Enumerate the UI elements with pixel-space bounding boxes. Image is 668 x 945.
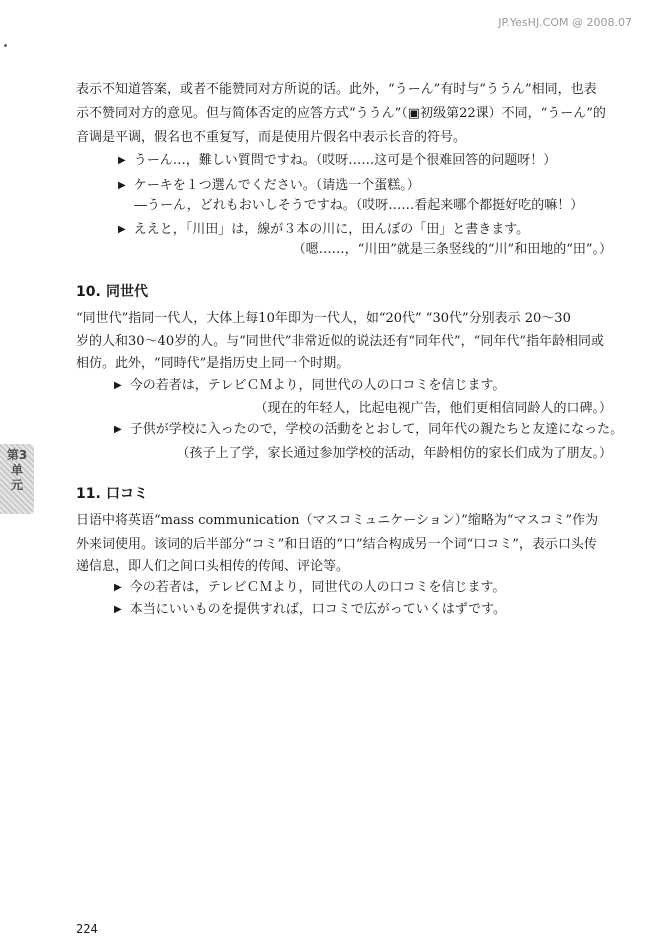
example-translation: （嗯……，“川田”就是三条竖线的“川”和田地的“田”。） — [292, 242, 612, 257]
example-text: 子供が学校に入ったので，学校の活動をとおして，同年代の親たちと友達になった。 — [129, 422, 624, 437]
example-item — [118, 178, 420, 193]
example-item — [118, 153, 556, 168]
section-11-line-2: 外来词使用。该词的后半部分“コミ”和日语的“口”结合构成另一个词“口コミ”，表示口头传 — [76, 537, 597, 552]
section-10-heading — [76, 284, 148, 300]
section-11-heading — [76, 486, 148, 502]
watermark: JP.YesHJ.COM @ 2008.07 — [498, 16, 632, 29]
example-text: ケーキを１つ選んでください。（请选一个蛋糕。） — [133, 178, 420, 193]
section-number: 10. — [76, 284, 101, 300]
example-text: 本当にいいものを提供すれば，口コミで広がっていくはずです。 — [129, 602, 507, 617]
intro-line-2: 示不赞同对方的意见。但与简体否定的应答方式“ううん”（▣初级第22课）不同，“うーん”的 — [76, 106, 606, 121]
page-number: 224 — [76, 922, 98, 936]
section-title: 口コミ — [106, 486, 148, 502]
intro-line-1: 表示不知道答案，或者不能赞同对方所说的话。此外，“うーん”有时与“ううん”相同，也表 — [76, 82, 597, 97]
section-number: 11. — [76, 486, 101, 502]
section-11-line-1: 日语中将英语“mass communication（マスコミュニケーション）”缩略为“マスコミ”作为 — [76, 513, 599, 528]
bullet-triangle-icon: ▶ — [118, 224, 126, 235]
page-fold-mark — [4, 44, 7, 47]
bullet-triangle-icon: ▶ — [114, 604, 122, 615]
section-10-line-1: “同世代”指同一代人，大体上每10年即为一代人，如“20代” “30代”分别表示 20～30 — [76, 311, 571, 326]
example-item — [114, 602, 506, 617]
bullet-triangle-icon: ▶ — [118, 180, 126, 191]
example-translation: （孩子上了学，家长通过参加学校的活动，年龄相仿的家长们成为了朋友。） — [176, 446, 612, 461]
unit-side-tab — [0, 444, 34, 514]
unit-tab-label: 第3单元 — [6, 448, 28, 492]
example-item — [114, 422, 623, 437]
intro-line-3: 音调是平调，假名也不重复写，而是使用片假名中表示长音的符号。 — [76, 130, 467, 145]
example-text: ええと，「川田」は，線が３本の川に，田んぼの「田」と書きます。 — [133, 222, 530, 237]
example-translation: （现在的年轻人，比起电视广告，他们更相信同龄人的口碑。） — [254, 401, 612, 416]
example-item — [114, 580, 505, 595]
example-item — [118, 222, 529, 237]
section-10-line-3: 相仿。此外，“同時代”是指历史上同一个时期。 — [76, 356, 350, 371]
example-text: 今の若者は，テレビＣＭより，同世代の人の口コミを信じます。 — [129, 378, 506, 393]
bullet-triangle-icon: ▶ — [118, 155, 126, 166]
example-item — [114, 378, 505, 393]
example-text: うーん…，難しい質問ですね。（哎呀……这可是个很难回答的问题呀！） — [133, 153, 557, 168]
section-11-line-3: 递信息，即人们之间口头相传的传闻、评论等。 — [76, 559, 350, 574]
section-10-line-2: 岁的人和30～40岁的人。与“同世代”非常近似的说法还有“同年代”，“同年代”指年龄相同或 — [76, 334, 604, 349]
bullet-triangle-icon: ▶ — [114, 582, 122, 593]
section-title: 同世代 — [106, 284, 148, 300]
example-reply: ―うーん，どれもおいしそうですね。（哎呀……看起来哪个都挺好吃的嘛！） — [134, 198, 584, 213]
bullet-triangle-icon: ▶ — [114, 424, 122, 435]
bullet-triangle-icon: ▶ — [114, 380, 122, 391]
example-text: 今の若者は，テレビＣＭより，同世代の人の口コミを信じます。 — [129, 580, 506, 595]
